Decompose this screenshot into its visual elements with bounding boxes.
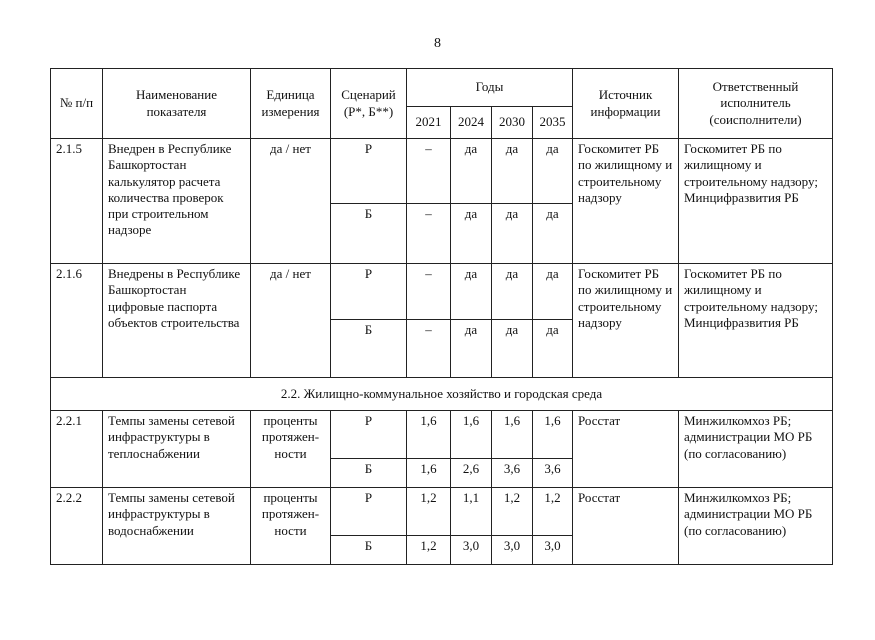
row-value: 1,6 xyxy=(407,459,451,488)
row-value: да xyxy=(451,264,492,320)
row-name: Темпы замены сетевой инфраструктуры в водоснабжении xyxy=(103,488,251,565)
row-unit: проценты протяжен-ности xyxy=(251,488,331,565)
row-scenario: Б xyxy=(331,204,407,264)
row-value: 2,6 xyxy=(451,459,492,488)
row-num: 2.1.6 xyxy=(51,264,103,378)
row-value: 3,0 xyxy=(492,536,533,565)
row-value: 1,1 xyxy=(451,488,492,536)
table-row xyxy=(51,411,833,459)
row-value: – xyxy=(407,139,451,204)
row-scenario: Р xyxy=(331,411,407,459)
row-value: 1,6 xyxy=(451,411,492,459)
row-value: 1,2 xyxy=(407,488,451,536)
header-name: Наименование показателя xyxy=(103,69,251,139)
row-unit: да / нет xyxy=(251,139,331,264)
row-value: да xyxy=(492,204,533,264)
section-title: 2.2. Жилищно-коммунальное хозяйство и городская среда xyxy=(51,378,833,411)
header-num: № п/п xyxy=(51,69,103,139)
row-value: да xyxy=(492,139,533,204)
row-num: 2.1.5 xyxy=(51,139,103,264)
row-value: 1,6 xyxy=(533,411,573,459)
row-value: 1,2 xyxy=(407,536,451,565)
row-value: да xyxy=(533,320,573,378)
header-year: 2024 xyxy=(451,107,492,139)
row-unit: проценты протяжен-ности xyxy=(251,411,331,488)
row-responsible: Минжилкомхоз РБ; администрации МО РБ (по согласованию) xyxy=(679,488,833,565)
row-scenario: Р xyxy=(331,264,407,320)
row-value: 1,2 xyxy=(492,488,533,536)
row-value: да xyxy=(451,204,492,264)
table-row xyxy=(51,139,833,204)
row-responsible: Госкомитет РБ по жилищному и строительному надзору; Минцифразвития РБ xyxy=(679,139,833,264)
header-responsible: Ответственный исполнитель (соисполнители) xyxy=(679,69,833,139)
header-year: 2030 xyxy=(492,107,533,139)
row-value: да xyxy=(492,320,533,378)
row-name: Внедрены в Республике Башкортостан цифровые паспорта объектов строительства xyxy=(103,264,251,378)
row-value: да xyxy=(533,204,573,264)
row-value: 3,6 xyxy=(533,459,573,488)
header-row xyxy=(51,69,833,107)
row-value: да xyxy=(533,264,573,320)
indicators-table xyxy=(50,68,833,565)
row-value: да xyxy=(451,320,492,378)
table-row xyxy=(51,264,833,320)
row-value: 3,6 xyxy=(492,459,533,488)
row-name: Темпы замены сетевой инфраструктуры в теплоснабжении xyxy=(103,411,251,488)
row-value: 1,2 xyxy=(533,488,573,536)
row-source: Росстат xyxy=(573,488,679,565)
row-name: Внедрен в Республике Башкортостан калькулятор расчета количества проверок при строительном надзоре xyxy=(103,139,251,264)
row-num: 2.2.1 xyxy=(51,411,103,488)
row-responsible: Госкомитет РБ по жилищному и строительному надзору; Минцифразвития РБ xyxy=(679,264,833,378)
row-value: да xyxy=(492,264,533,320)
row-value: да xyxy=(451,139,492,204)
header-unit: Единица измерения xyxy=(251,69,331,139)
row-scenario: Б xyxy=(331,536,407,565)
row-value: да xyxy=(533,139,573,204)
row-source: Росстат xyxy=(573,411,679,488)
row-scenario: Р xyxy=(331,488,407,536)
header-year: 2021 xyxy=(407,107,451,139)
row-scenario: Р xyxy=(331,139,407,204)
row-value: – xyxy=(407,264,451,320)
row-scenario: Б xyxy=(331,320,407,378)
row-value: 1,6 xyxy=(492,411,533,459)
header-years: Годы xyxy=(407,69,573,107)
row-value: 1,6 xyxy=(407,411,451,459)
row-value: – xyxy=(407,204,451,264)
header-source: Источник информации xyxy=(573,69,679,139)
row-num: 2.2.2 xyxy=(51,488,103,565)
table-row xyxy=(51,488,833,536)
section-row xyxy=(51,378,833,411)
row-unit: да / нет xyxy=(251,264,331,378)
row-source: Госкомитет РБ по жилищному и строительному надзору xyxy=(573,264,679,378)
header-year: 2035 xyxy=(533,107,573,139)
row-value: 3,0 xyxy=(451,536,492,565)
row-value: – xyxy=(407,320,451,378)
row-source: Госкомитет РБ по жилищному и строительному надзору xyxy=(573,139,679,264)
header-scenario: Сценарий (Р*, Б**) xyxy=(331,69,407,139)
row-scenario: Б xyxy=(331,459,407,488)
row-responsible: Минжилкомхоз РБ; администрации МО РБ (по согласованию) xyxy=(679,411,833,488)
row-value: 3,0 xyxy=(533,536,573,565)
page-number: 8 xyxy=(434,36,441,51)
